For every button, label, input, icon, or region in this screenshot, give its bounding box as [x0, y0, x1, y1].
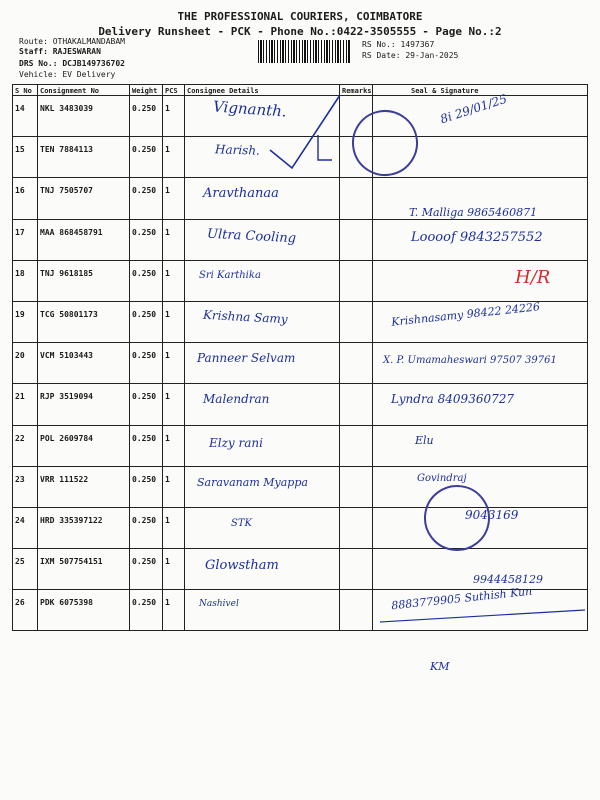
row-pcs: 1 [162, 220, 184, 260]
row-consignment-no: PDK 6075398 [37, 590, 129, 630]
signature-handwriting: H/R [515, 266, 551, 288]
signature-handwriting: Loooof 9843257552 [411, 229, 543, 245]
header-pcs: PCS [162, 85, 184, 95]
row-weight: 0.250 [129, 426, 162, 466]
row-sno: 21 [12, 384, 37, 424]
delivered-check-stroke [270, 95, 340, 168]
row-weight: 0.250 [129, 467, 162, 507]
row-consignment-no: VRR 111522 [37, 467, 129, 507]
row-sno: 18 [12, 261, 37, 301]
sig-bracket-stroke [318, 135, 332, 160]
row-pcs: 1 [162, 426, 184, 466]
row-sno: 23 [12, 467, 37, 507]
consignee-handwriting: Sri Karthika [199, 269, 261, 281]
row-pcs: 1 [162, 96, 184, 136]
row-consignment-no: MAA 868458791 [37, 220, 129, 260]
consignee-handwriting: Vignanth. [212, 97, 288, 121]
staff-value: RAJESWARAN [52, 47, 101, 56]
row-consignment-no: TEN 7884113 [37, 137, 129, 177]
row-consignment-no: TNJ 9618185 [37, 261, 129, 301]
runsheet-phone: Delivery Runsheet - PCK - Phone No.:0422-3505555 [98, 25, 417, 38]
row-sno: 16 [12, 178, 37, 218]
row-sno: 14 [12, 96, 37, 136]
rs-no-value: 1497367 [400, 40, 435, 49]
row-weight: 0.250 [129, 137, 162, 177]
row-consignment-no: POL 2609784 [37, 426, 129, 466]
row-pcs: 1 [162, 343, 184, 383]
header-seal: Seal & Signature [372, 85, 588, 95]
row-weight: 0.250 [129, 343, 162, 383]
row-sno: 25 [12, 549, 37, 589]
header-consignment: Consignment No [37, 85, 129, 95]
row-weight: 0.250 [129, 302, 162, 342]
row-pcs: 1 [162, 178, 184, 218]
row-weight: 0.250 [129, 384, 162, 424]
consignee-handwriting: Krishna Samy [202, 307, 288, 327]
row-pcs: 1 [162, 261, 184, 301]
row-pcs: 1 [162, 137, 184, 177]
signature-handwriting: 9043169 [465, 507, 519, 522]
row-consignment-no: TCG 50801173 [37, 302, 129, 342]
drs-value: DCJB149736702 [62, 59, 125, 68]
route-label: Route: [19, 37, 48, 46]
consignee-handwriting: Glowstham [205, 558, 279, 574]
header-remarks: Remarks [339, 85, 372, 95]
row-pcs: 1 [162, 508, 184, 548]
header-weight: Weight [129, 85, 162, 95]
drs-label: DRS No.: [19, 59, 58, 68]
route-value: OTHAKALMANDABAM [52, 37, 125, 46]
row-pcs: 1 [162, 549, 184, 589]
signature-handwriting: Lyndra 8409360727 [391, 392, 514, 407]
rs-date-label: RS Date: [362, 51, 401, 60]
row-pcs: 1 [162, 302, 184, 342]
consignee-handwriting: Elzy rani [209, 435, 263, 450]
signature-handwriting: 8883779905 Suthish Kun [390, 584, 533, 613]
row-pcs: 1 [162, 590, 184, 630]
consignee-handwriting: STK [231, 517, 252, 529]
company-title: THE PROFESSIONAL COURIERS, COIMBATORE [177, 10, 423, 23]
row-sno: 22 [12, 426, 37, 466]
row-sno: 19 [12, 302, 37, 342]
vehicle-value: EV Delivery [62, 70, 116, 79]
consignee-handwriting: Nashivel [199, 599, 239, 610]
row-weight: 0.250 [129, 508, 162, 548]
row-weight: 0.250 [129, 261, 162, 301]
signature-handwriting: 8i 29/01/25 [438, 91, 509, 127]
signature-handwriting: T. Malliga 9865460871 [409, 206, 538, 220]
consignee-handwriting: Malendran [203, 392, 270, 407]
row-sno: 24 [12, 508, 37, 548]
consignee-handwriting: Aravthanaa [203, 186, 279, 202]
row-consignment-no: VCM 5103443 [37, 343, 129, 383]
row-sno: 17 [12, 220, 37, 260]
row-weight: 0.250 [129, 220, 162, 260]
consignee-handwriting: Ultra Cooling [206, 226, 297, 246]
row-pcs: 1 [162, 467, 184, 507]
footer-initials: KM [430, 660, 450, 673]
row-sno: 26 [12, 590, 37, 630]
vehicle-label: Vehicle: [19, 70, 58, 79]
signature-handwriting: Govindraj [417, 472, 467, 484]
consignee-handwriting: Saravanam Myappa [197, 475, 308, 489]
row-consignment-no: HRD 335397122 [37, 508, 129, 548]
row-sno: 15 [12, 137, 37, 177]
header-sno: S No [12, 85, 37, 95]
row-weight: 0.250 [129, 96, 162, 136]
sig-underline-stroke [380, 610, 585, 622]
row-consignment-no: RJP 3519094 [37, 384, 129, 424]
consignee-handwriting: Panneer Selvam [197, 351, 296, 366]
page-number: - Page No.:2 [422, 25, 502, 38]
header-consignee: Consignee Details [184, 85, 339, 95]
signature-handwriting: X. P. Umamaheswari 97507 39761 [383, 355, 557, 367]
row-pcs: 1 [162, 384, 184, 424]
signature-handwriting: Krishnasamy 98422 24226 [390, 300, 541, 329]
rs-date-value: 29-Jan-2025 [405, 51, 459, 60]
row-weight: 0.250 [129, 178, 162, 218]
consignee-handwriting: Harish. [214, 142, 261, 158]
row-consignment-no: NKL 3483039 [37, 96, 129, 136]
row-weight: 0.250 [129, 549, 162, 589]
rs-no-label: RS No.: [362, 40, 396, 49]
staff-label: Staff: [19, 47, 48, 56]
signature-handwriting: 9944458129 [473, 573, 543, 587]
row-consignment-no: IXM 507754151 [37, 549, 129, 589]
row-sno: 20 [12, 343, 37, 383]
row-consignment-no: TNJ 7505707 [37, 178, 129, 218]
row-weight: 0.250 [129, 590, 162, 630]
signature-handwriting: Elu [415, 433, 434, 447]
